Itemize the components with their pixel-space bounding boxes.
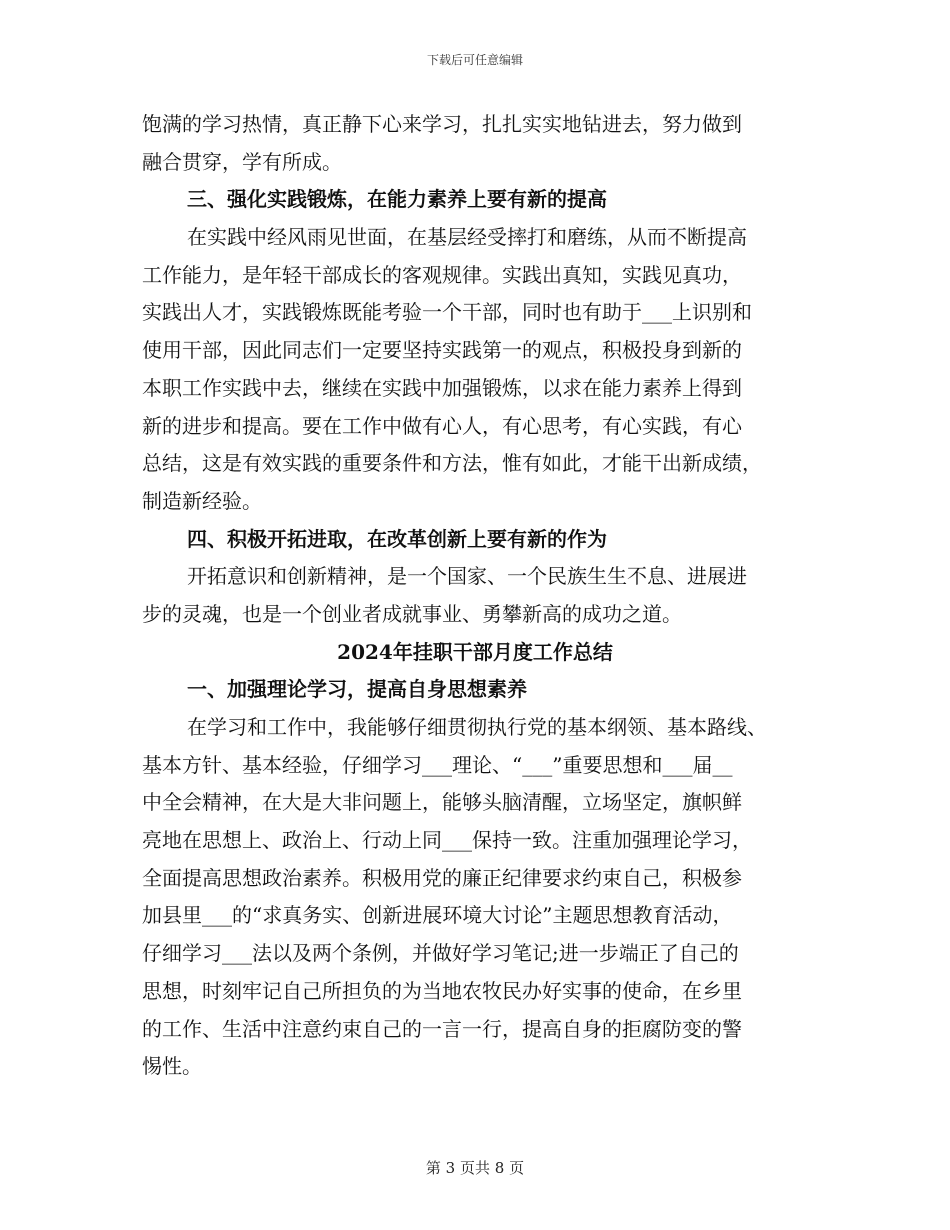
text-line: 亮地在思想上、政治上、行动上同___保持一致。注重加强理论学习， — [142, 828, 752, 853]
text-line: 惕性。 — [142, 1054, 202, 1079]
page-header: 下载后可任意编辑 — [426, 53, 523, 67]
text-line: 工作能力，是年轻干部成长的客观规律。实践出真知，实践见真功， — [142, 262, 742, 287]
text-line: 中全会精神，在大是大非问题上，能够头脑清醒，立场坚定，旗帜鲜 — [142, 790, 742, 815]
section-heading: 三、强化实践锻炼，在能力素养上要有新的提高 — [187, 187, 607, 212]
text-line: 融合贯穿，学有所成。 — [142, 149, 342, 174]
text-line: 基本方针、基本经验，仔细学习___理论、“___”重要思想和___届__ — [142, 752, 733, 777]
text-line: 总结，这是有效实践的重要条件和方法，惟有如此，才能干出新成绩， — [142, 451, 762, 476]
text-line: 使用干部，因此同志们一定要坚持实践第一的观点，积极投身到新的 — [142, 338, 742, 363]
text-line: 加县里___的“求真务实、创新进展环境大讨论”主题思想教育活动， — [142, 903, 733, 928]
paragraph-first-line: 在学习和工作中，我能够仔细贯彻执行党的基本纲领、基本路线、 — [187, 715, 767, 739]
section-heading: 一、加强理论学习，提高自身思想素养 — [187, 677, 527, 702]
text-line: 步的灵魂，也是一个创业者成就事业、勇攀新高的成功之道。 — [142, 601, 682, 626]
text-line: 实践出人才，实践锻炼既能考验一个干部，同时也有助于___上识别和 — [142, 300, 752, 325]
text-line: 的工作、生活中注意约束自己的一言一行，提高自身的拒腐防变的警 — [142, 1016, 742, 1041]
text-line: 新的进步和提高。要在工作中做有心人，有心思考，有心实践，有心 — [142, 413, 742, 438]
text-line: 思想，时刻牢记自己所担负的为当地农牧民办好实事的使命，在乡里 — [142, 978, 742, 1003]
document-body — [142, 106, 808, 1086]
section-heading: 四、积极开拓进取，在改革创新上要有新的作为 — [187, 526, 607, 551]
paragraph-first-line: 开拓意识和创新精神，是一个国家、一个民族生生不息、进展进 — [187, 564, 747, 589]
document-title: 2024年挂职干部月度工作总结 — [337, 639, 613, 664]
text-line: 饱满的学习热情，真正静下心来学习，扎扎实实地钻进去，努力做到 — [142, 112, 742, 136]
text-line: 仔细学习___法以及两个条例，并做好学习笔记;进一步端正了自己的 — [142, 941, 739, 966]
paragraph-first-line: 在实践中经风雨见世面，在基层经受摔打和磨练，从而不断提高 — [187, 225, 747, 250]
text-line: 本职工作实践中去，继续在实践中加强锻炼，以求在能力素养上得到 — [142, 375, 742, 400]
page-footer: 第 3 页共 8 页 — [425, 1159, 525, 1177]
text-line: 制造新经验。 — [142, 488, 262, 513]
text-line: 全面提高思想政治素养。积极用党的廉正纪律要求约束自己，积极参 — [142, 865, 742, 890]
